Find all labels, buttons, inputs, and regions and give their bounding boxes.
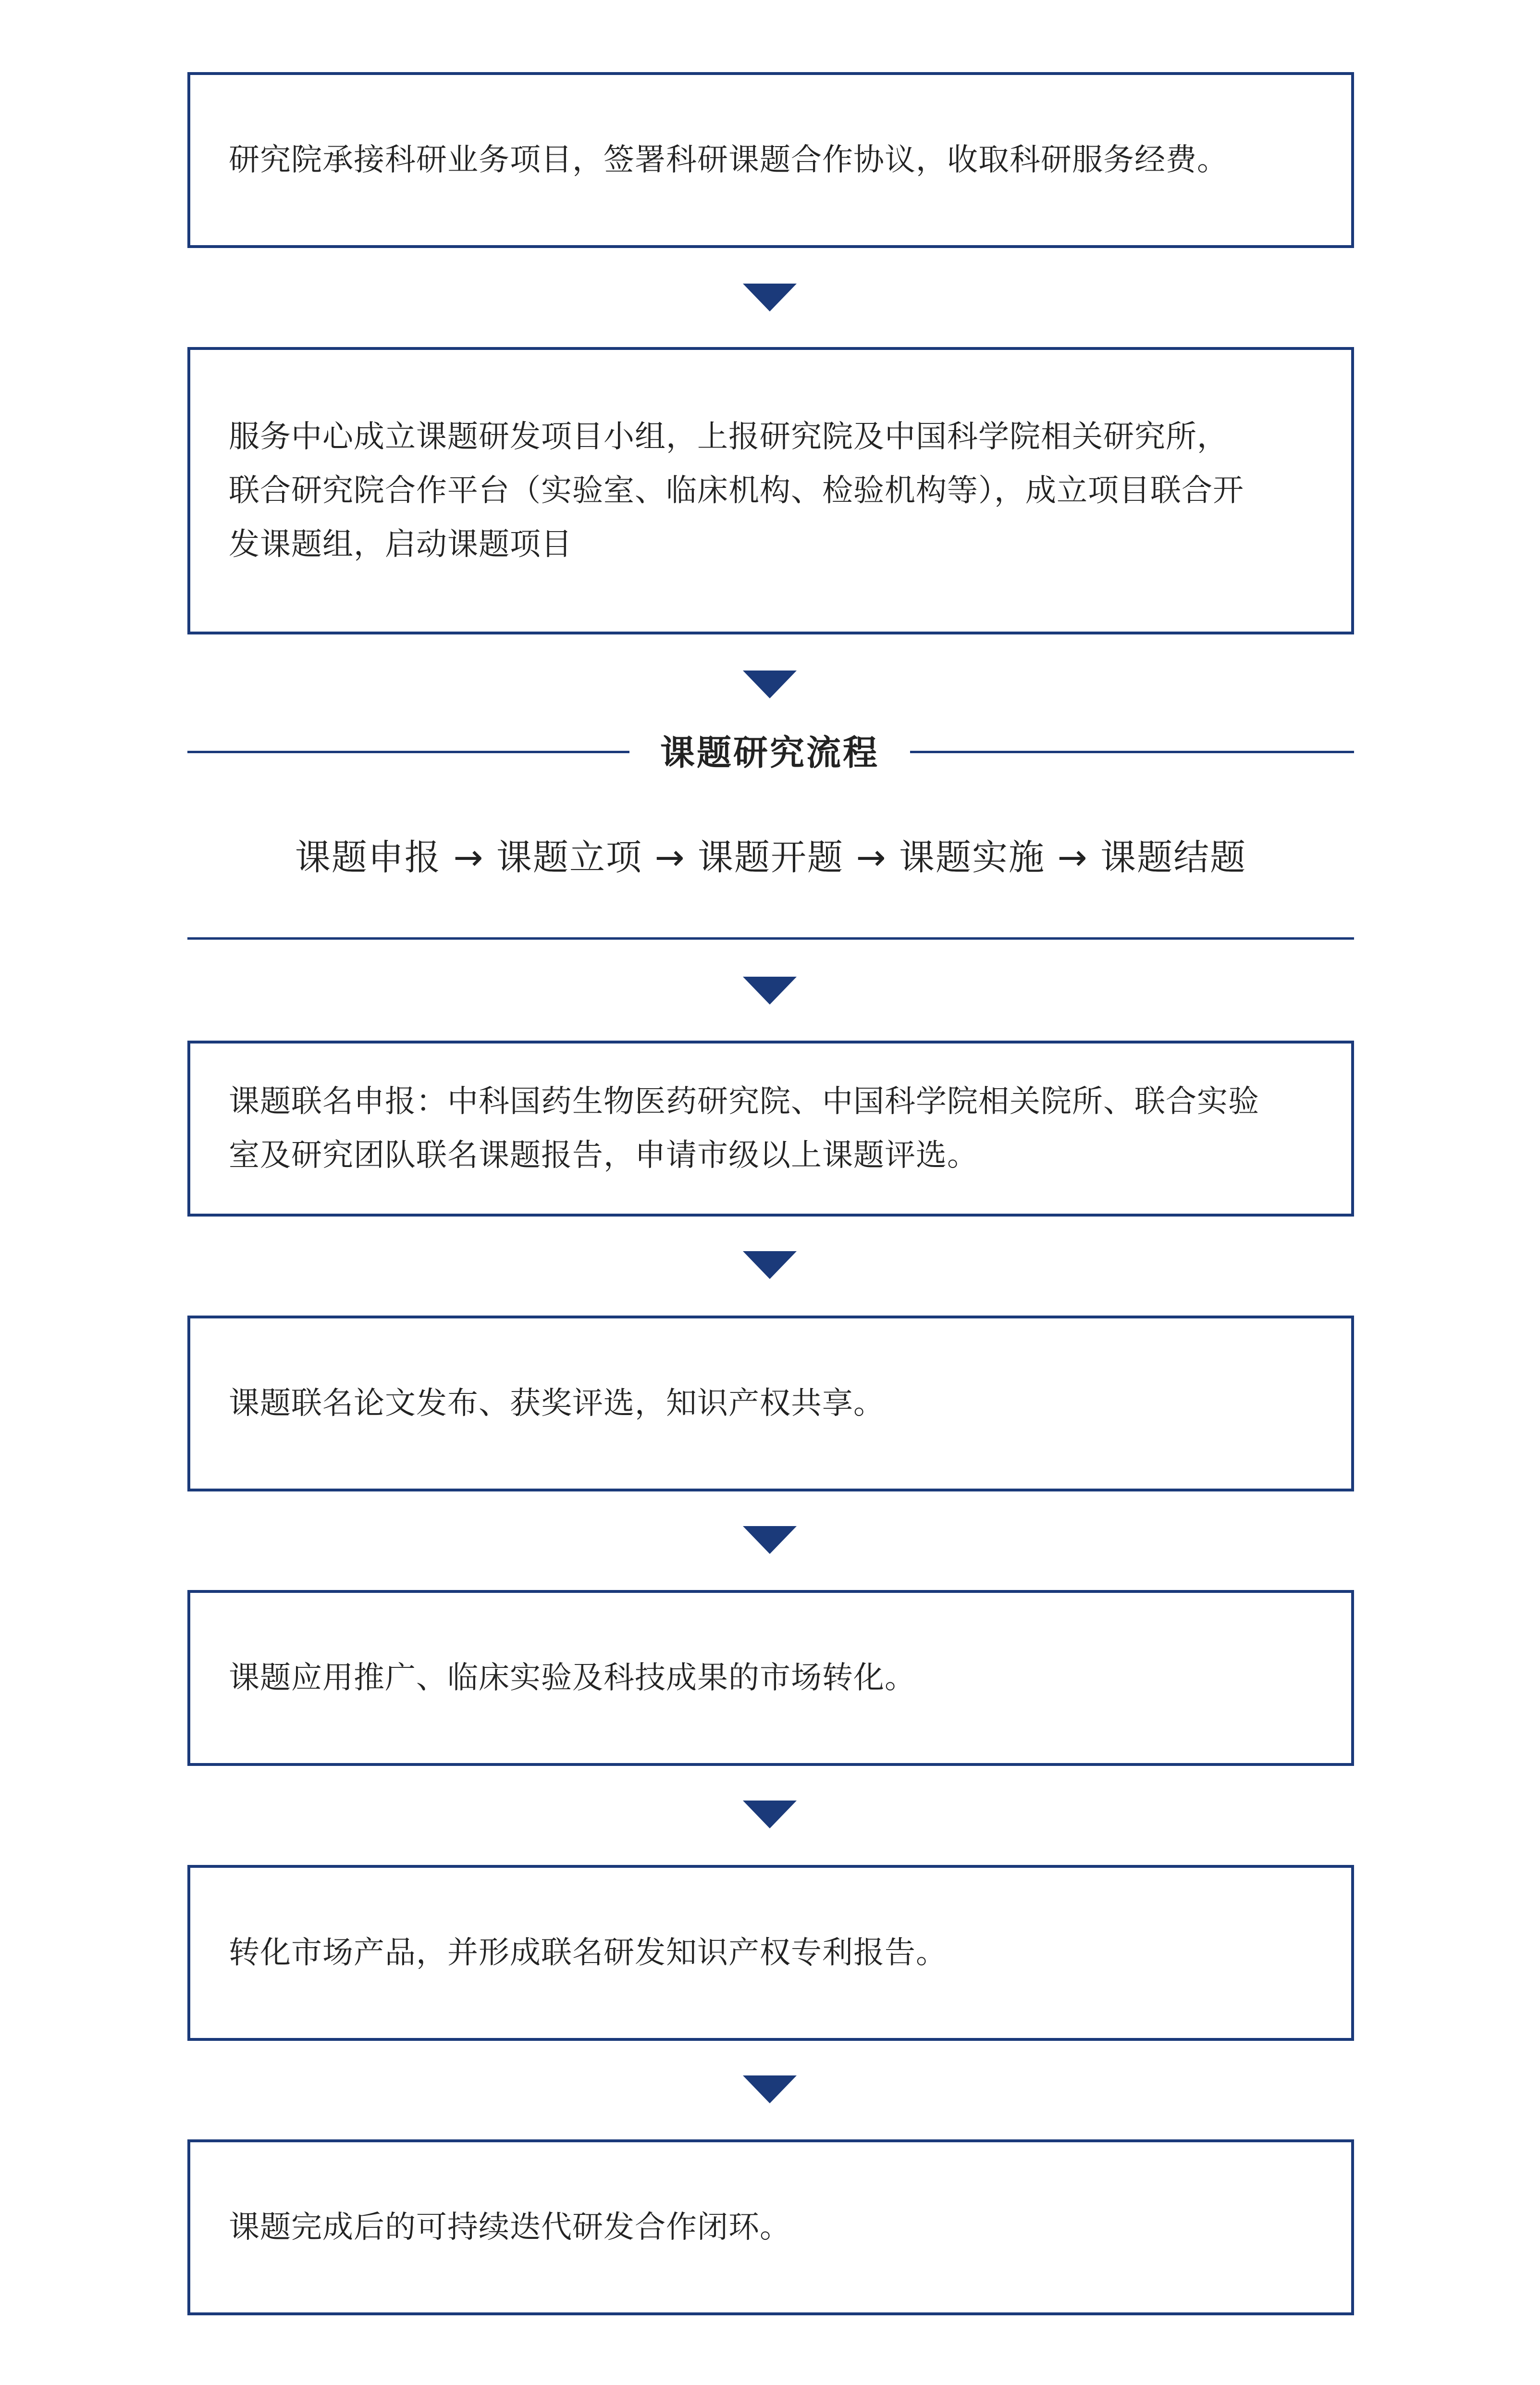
step-box-3 xyxy=(187,1041,1354,1217)
step-box-7 xyxy=(187,2139,1354,2315)
step-text-6: 转化市场产品，并形成联名研发知识产权专利报告。 xyxy=(229,1935,947,1971)
section-divider-bottom xyxy=(187,937,1354,940)
step-text-5: 课题应用推广、临床实验及科技成果的市场转化。 xyxy=(229,1660,916,1696)
process-flow-text: 课题申报 → 课题立项 → 课题开题 → 课题实施 → 课题结题 xyxy=(295,837,1247,878)
step-box-6 xyxy=(187,1865,1354,2041)
step-text-1: 研究院承接科研业务项目，签署科研课题合作协议，收取科研服务经费。 xyxy=(229,142,1228,178)
down-arrow-icon xyxy=(743,1526,797,1554)
section-divider-left xyxy=(187,751,629,753)
step-box-5 xyxy=(187,1590,1354,1766)
step-text-3: 课题联名申报：中科国药生物医药研究院、中国科学院相关院所、联合实验室及研究团队联名课题报告，申请市级以上课题评选。 xyxy=(229,1084,1259,1173)
down-arrow-icon xyxy=(743,284,797,311)
step-box-1 xyxy=(187,72,1354,248)
down-arrow-icon xyxy=(743,1801,797,1828)
down-arrow-icon xyxy=(743,671,797,698)
down-arrow-icon xyxy=(743,977,797,1005)
down-arrow-icon xyxy=(743,1251,797,1279)
step-box-4 xyxy=(187,1316,1354,1491)
section-title: 课题研究流程 xyxy=(660,733,879,773)
section-divider-right xyxy=(910,751,1354,753)
down-arrow-icon xyxy=(743,2075,797,2103)
step-text-4: 课题联名论文发布、获奖评选，知识产权共享。 xyxy=(229,1386,885,1421)
step-text-7: 课题完成后的可持续迭代研发合作闭环。 xyxy=(229,2210,791,2245)
step-box-2 xyxy=(187,347,1354,634)
step-text-2: 服务中心成立课题研发项目小组，上报研究院及中国科学院相关研究所，联合研究院合作平台（实验室、临床机构、检验机构等），成立项目联合开发课题组，启动课题项目 xyxy=(229,419,1244,562)
